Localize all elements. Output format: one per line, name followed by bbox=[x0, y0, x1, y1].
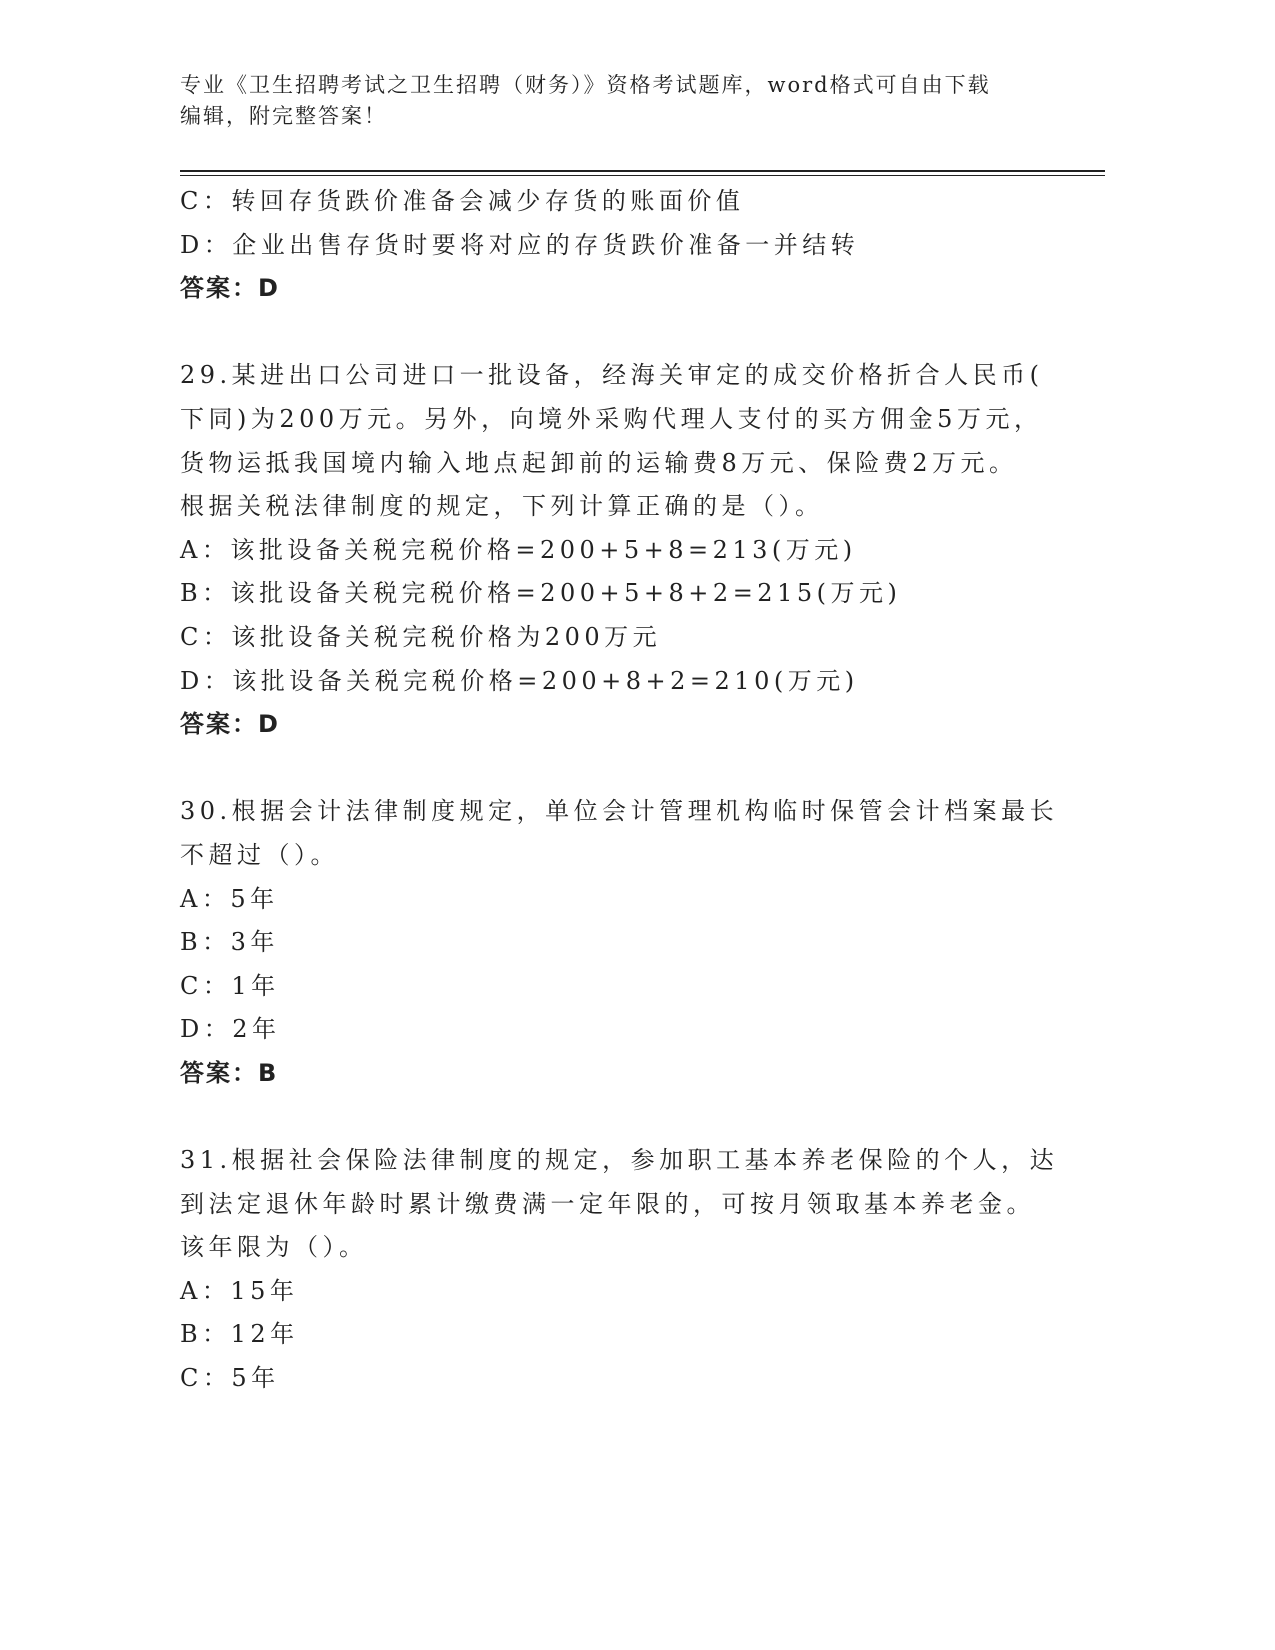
option-a: A：该批设备关税完税价格=200+5+8=213(万元) bbox=[180, 535, 857, 564]
question-30 bbox=[180, 790, 1100, 1095]
answer: 答案：D bbox=[180, 710, 280, 739]
question-list bbox=[180, 180, 1100, 1401]
answer: 答案：B bbox=[180, 1058, 279, 1087]
option-a: A：5年 bbox=[180, 884, 279, 913]
option: C：转回存货跌价准备会减少存货的账面价值 bbox=[180, 187, 745, 215]
option-c: C：5年 bbox=[180, 1364, 280, 1393]
option: D：企业出售存货时要将对应的存货跌价准备一并结转 bbox=[180, 230, 860, 259]
option-b: B：该批设备关税完税价格=200+5+8+2=215(万元) bbox=[180, 579, 902, 608]
option-c: C：该批设备关税完税价格为200万元 bbox=[180, 622, 662, 651]
header-divider bbox=[180, 170, 1105, 172]
question-stem: 30.根据会计法律制度规定，单位会计管理机构临时保管会计档案最长 bbox=[180, 797, 1059, 826]
document-header bbox=[180, 70, 1080, 132]
header-divider bbox=[180, 175, 1105, 176]
answer: 答案：D bbox=[180, 274, 280, 303]
option-d: D：2年 bbox=[180, 1015, 281, 1044]
option-b: B：12年 bbox=[180, 1320, 299, 1349]
option-d: D：该批设备关税完税价格=200+8+2=210(万元) bbox=[180, 666, 859, 695]
header-line: 专业《卫生招聘考试之卫生招聘（财务）》资格考试题库，word格式可自由下载 bbox=[180, 73, 991, 97]
question-stem: 31.根据社会保险法律制度的规定，参加职工基本养老保险的个人，达 bbox=[180, 1146, 1059, 1175]
option-a: A：15年 bbox=[180, 1276, 299, 1305]
question-stem: 根据关税法律制度的规定，下列计算正确的是（）。 bbox=[180, 492, 824, 521]
option-c: C：1年 bbox=[180, 971, 280, 1000]
question-stem: 29.某进出口公司进口一批设备，经海关审定的成交价格折合人民币( bbox=[180, 361, 1044, 390]
option-b: B：3年 bbox=[180, 928, 279, 957]
header-line: 编辑，附完整答案！ bbox=[180, 104, 387, 128]
question-stem: 不超过（）。 bbox=[180, 840, 339, 869]
question-stem: 货物运抵我国境内输入地点起卸前的运输费8万元、保险费2万元。 bbox=[180, 448, 1018, 477]
question-stem: 到法定退休年龄时累计缴费满一定年限的，可按月领取基本养老金。 bbox=[180, 1189, 1035, 1218]
prev-question bbox=[180, 180, 1100, 311]
question-29 bbox=[180, 354, 1100, 746]
question-stem: 该年限为（）。 bbox=[180, 1233, 368, 1262]
question-stem: 下同)为200万元。另外，向境外采购代理人支付的买方佣金5万元， bbox=[180, 404, 1043, 433]
question-31 bbox=[180, 1139, 1100, 1401]
